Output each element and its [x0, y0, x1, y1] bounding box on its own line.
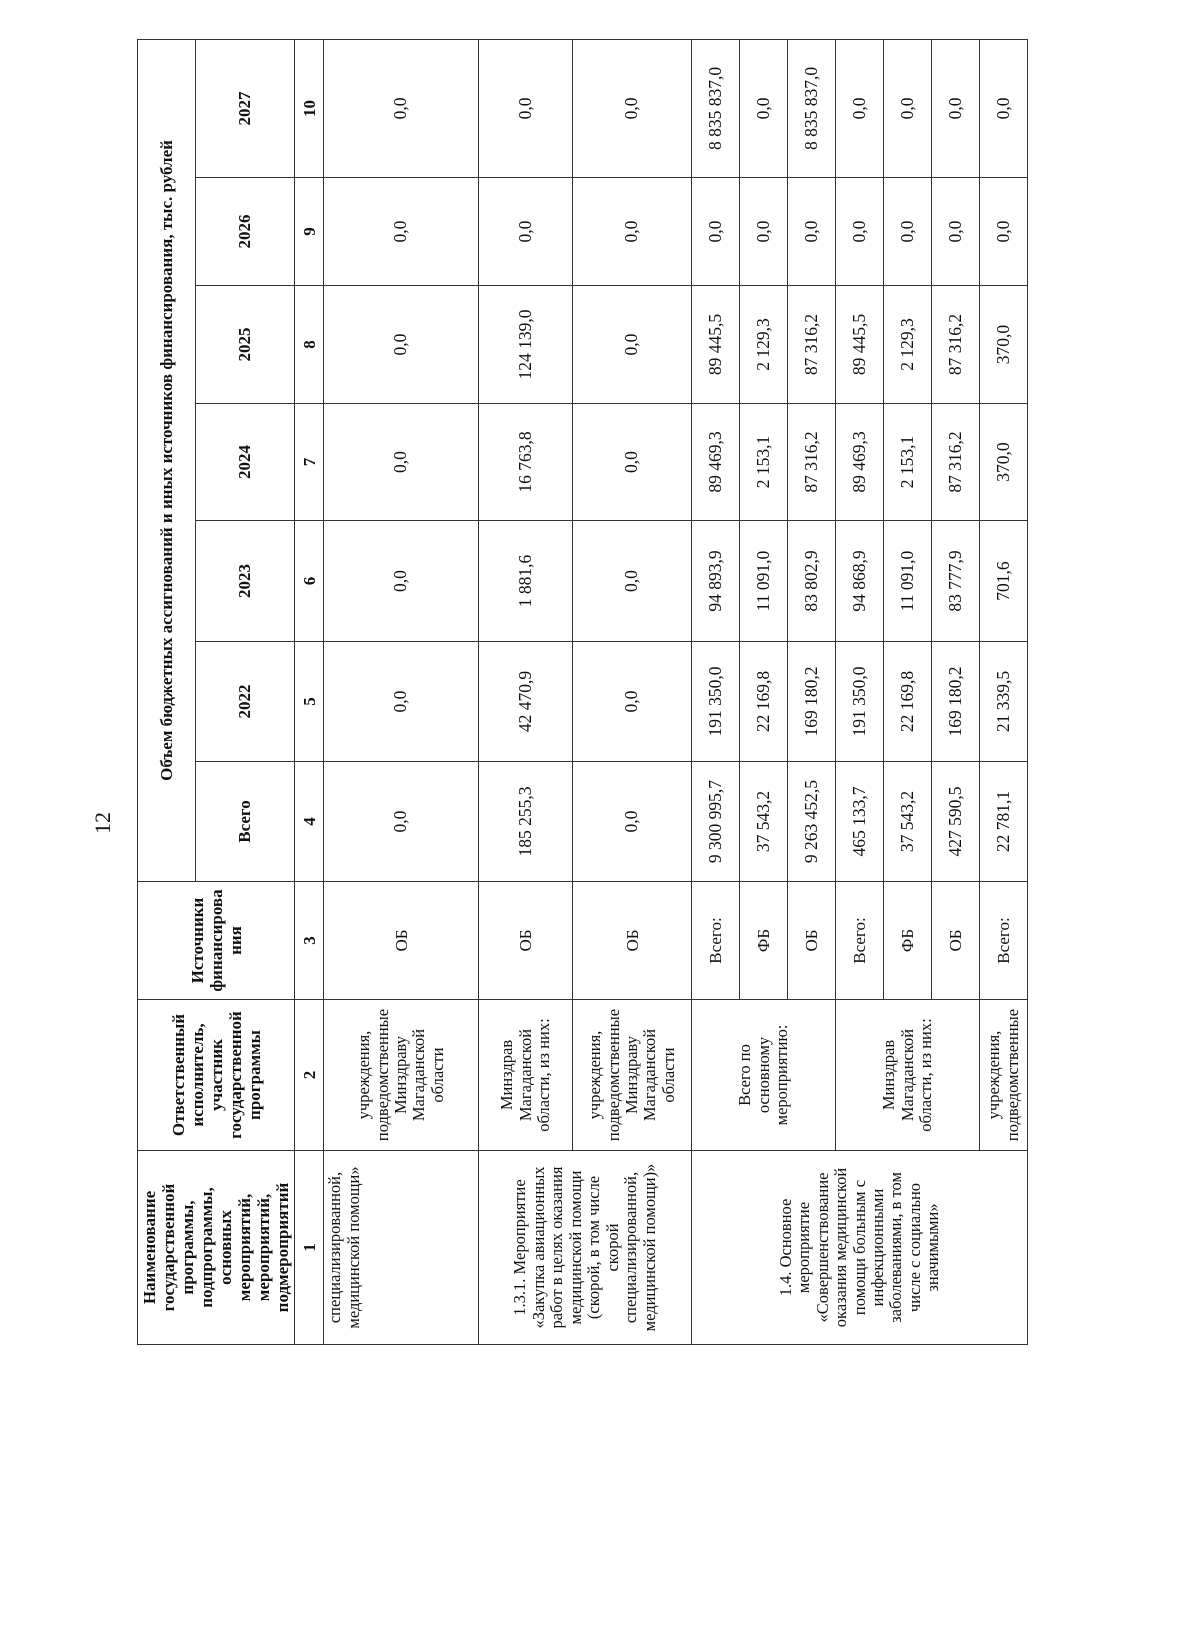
value-2027: 0,0 — [980, 39, 1028, 177]
executor: Минздрав Магаданской области, из них: — [479, 1000, 573, 1151]
value-2027: 0,0 — [479, 39, 573, 177]
value-2022: 169 180,2 — [932, 642, 980, 762]
value-2022: 21 339,5 — [980, 642, 1028, 762]
value-2025: 87 316,2 — [788, 286, 836, 404]
value-2023: 11 091,0 — [740, 521, 788, 642]
value-2023: 1 881,6 — [479, 521, 573, 642]
value-2025: 89 445,5 — [836, 286, 884, 404]
header-volume: Объем бюджетных ассигнований и иных источников финансирования, тыс. рублей — [138, 39, 196, 881]
table-row — [573, 39, 692, 1344]
value-2027: 0,0 — [324, 39, 479, 177]
funding-source: Всего: — [836, 882, 884, 1000]
executor: Минздрав Магаданской области, из них: — [836, 1000, 980, 1151]
value-2027: 0,0 — [740, 39, 788, 177]
value-2024: 0,0 — [573, 404, 692, 521]
value-2024: 2 153,1 — [884, 404, 932, 521]
value-2023: 11 091,0 — [884, 521, 932, 642]
funding-source: ОБ — [788, 882, 836, 1000]
value-2026: 0,0 — [788, 178, 836, 286]
financing-table — [137, 39, 1028, 1345]
value-2024: 16 763,8 — [479, 404, 573, 521]
value-2022: 191 350,0 — [692, 642, 740, 762]
value-2025: 0,0 — [573, 286, 692, 404]
table-row — [479, 39, 573, 1344]
funding-source: ФБ — [740, 882, 788, 1000]
value-2025: 89 445,5 — [692, 286, 740, 404]
header-year-2027: 2027 — [195, 39, 295, 177]
table-row — [980, 39, 1028, 1344]
value-2024: 89 469,3 — [692, 404, 740, 521]
header-total: Всего — [195, 762, 295, 882]
value-2027: 8 835 837,0 — [788, 39, 836, 177]
header-executor: Ответственный исполнитель, участник государственной программы — [138, 1000, 295, 1151]
header-name: Наименование государственной программы, подпрограммы, основных мероприятий, мероприятий, подмероприятий — [138, 1151, 295, 1345]
header-row-1 — [138, 39, 196, 1344]
header-source: Источники финансирова ния — [138, 882, 295, 1000]
funding-source: ОБ — [479, 882, 573, 1000]
value-2027: 0,0 — [573, 39, 692, 177]
value-2026: 0,0 — [836, 178, 884, 286]
value-2023: 83 802,9 — [788, 521, 836, 642]
value-total: 0,0 — [324, 762, 479, 882]
value-2026: 0,0 — [573, 178, 692, 286]
value-2022: 42 470,9 — [479, 642, 573, 762]
value-2026: 0,0 — [692, 178, 740, 286]
funding-source: ОБ — [324, 882, 479, 1000]
value-total: 9 300 995,7 — [692, 762, 740, 882]
value-2025: 2 129,3 — [884, 286, 932, 404]
value-total: 427 590,5 — [932, 762, 980, 882]
funding-source: ФБ — [884, 882, 932, 1000]
executor: учреждения, подведомственные Минздраву Магаданской области — [324, 1000, 479, 1151]
col-number: 5 — [295, 642, 324, 762]
value-2025: 0,0 — [324, 286, 479, 404]
program-name: 1.4. Основное мероприятие «Совершенствование оказания медицинской помощи больным с инфекционными заболеваниями, в том числе с социально значимыми» — [692, 1151, 1028, 1345]
value-2023: 94 893,9 — [692, 521, 740, 642]
value-2026: 0,0 — [324, 178, 479, 286]
executor: учреждения, подведомственные — [980, 1000, 1028, 1151]
value-2022: 169 180,2 — [788, 642, 836, 762]
value-2024: 87 316,2 — [932, 404, 980, 521]
value-2022: 22 169,8 — [884, 642, 932, 762]
col-number: 3 — [295, 882, 324, 1000]
program-name: 1.3.1. Мероприятие «Закупка авиационных работ в целях оказания медицинской помощи (скорой, в том числе скорой специализированной, медицинской помощи)» — [479, 1151, 692, 1345]
value-2024: 0,0 — [324, 404, 479, 521]
value-2022: 0,0 — [324, 642, 479, 762]
value-2024: 89 469,3 — [836, 404, 884, 521]
value-total: 22 781,1 — [980, 762, 1028, 882]
value-2022: 22 169,8 — [740, 642, 788, 762]
header-year-2026: 2026 — [195, 178, 295, 286]
value-2023: 0,0 — [324, 521, 479, 642]
col-number: 6 — [295, 521, 324, 642]
value-2024: 87 316,2 — [788, 404, 836, 521]
col-number: 4 — [295, 762, 324, 882]
value-2025: 370,0 — [980, 286, 1028, 404]
value-2026: 0,0 — [740, 178, 788, 286]
value-total: 37 543,2 — [884, 762, 932, 882]
value-2027: 8 835 837,0 — [692, 39, 740, 177]
value-2025: 2 129,3 — [740, 286, 788, 404]
funding-source: ОБ — [573, 882, 692, 1000]
header-year-2022: 2022 — [195, 642, 295, 762]
value-2023: 0,0 — [573, 521, 692, 642]
page-number: 12 — [90, 812, 115, 834]
rotated-table-wrapper — [137, 40, 1022, 1345]
header-year-2023: 2023 — [195, 521, 295, 642]
value-2024: 2 153,1 — [740, 404, 788, 521]
value-2026: 0,0 — [884, 178, 932, 286]
value-total: 465 133,7 — [836, 762, 884, 882]
program-name: специализированной, медицинской помощи» — [324, 1151, 479, 1345]
table-row — [692, 39, 740, 1344]
value-2025: 124 139,0 — [479, 286, 573, 404]
value-2022: 0,0 — [573, 642, 692, 762]
funding-source: ОБ — [932, 882, 980, 1000]
value-2027: 0,0 — [932, 39, 980, 177]
executor: учреждения, подведомственные Минздраву Магаданской области — [573, 1000, 692, 1151]
value-total: 0,0 — [573, 762, 692, 882]
col-number: 7 — [295, 404, 324, 521]
value-total: 185 255,3 — [479, 762, 573, 882]
value-2023: 701,6 — [980, 521, 1028, 642]
table-row — [324, 39, 479, 1344]
table-row — [836, 39, 884, 1344]
value-2026: 0,0 — [479, 178, 573, 286]
value-total: 9 263 452,5 — [788, 762, 836, 882]
value-2022: 191 350,0 — [836, 642, 884, 762]
value-2026: 0,0 — [980, 178, 1028, 286]
value-2026: 0,0 — [932, 178, 980, 286]
value-2025: 87 316,2 — [932, 286, 980, 404]
column-number-row — [295, 39, 324, 1344]
funding-source: Всего: — [692, 882, 740, 1000]
funding-source: Всего: — [980, 882, 1028, 1000]
value-2024: 370,0 — [980, 404, 1028, 521]
value-2027: 0,0 — [884, 39, 932, 177]
col-number: 8 — [295, 286, 324, 404]
col-number: 1 — [295, 1151, 324, 1345]
executor: Всего по основному мероприятию: — [692, 1000, 836, 1151]
value-2027: 0,0 — [836, 39, 884, 177]
col-number: 2 — [295, 1000, 324, 1151]
header-year-2025: 2025 — [195, 286, 295, 404]
value-2023: 83 777,9 — [932, 521, 980, 642]
col-number: 9 — [295, 178, 324, 286]
value-total: 37 543,2 — [740, 762, 788, 882]
value-2023: 94 868,9 — [836, 521, 884, 642]
header-year-2024: 2024 — [195, 404, 295, 521]
col-number: 10 — [295, 39, 324, 177]
